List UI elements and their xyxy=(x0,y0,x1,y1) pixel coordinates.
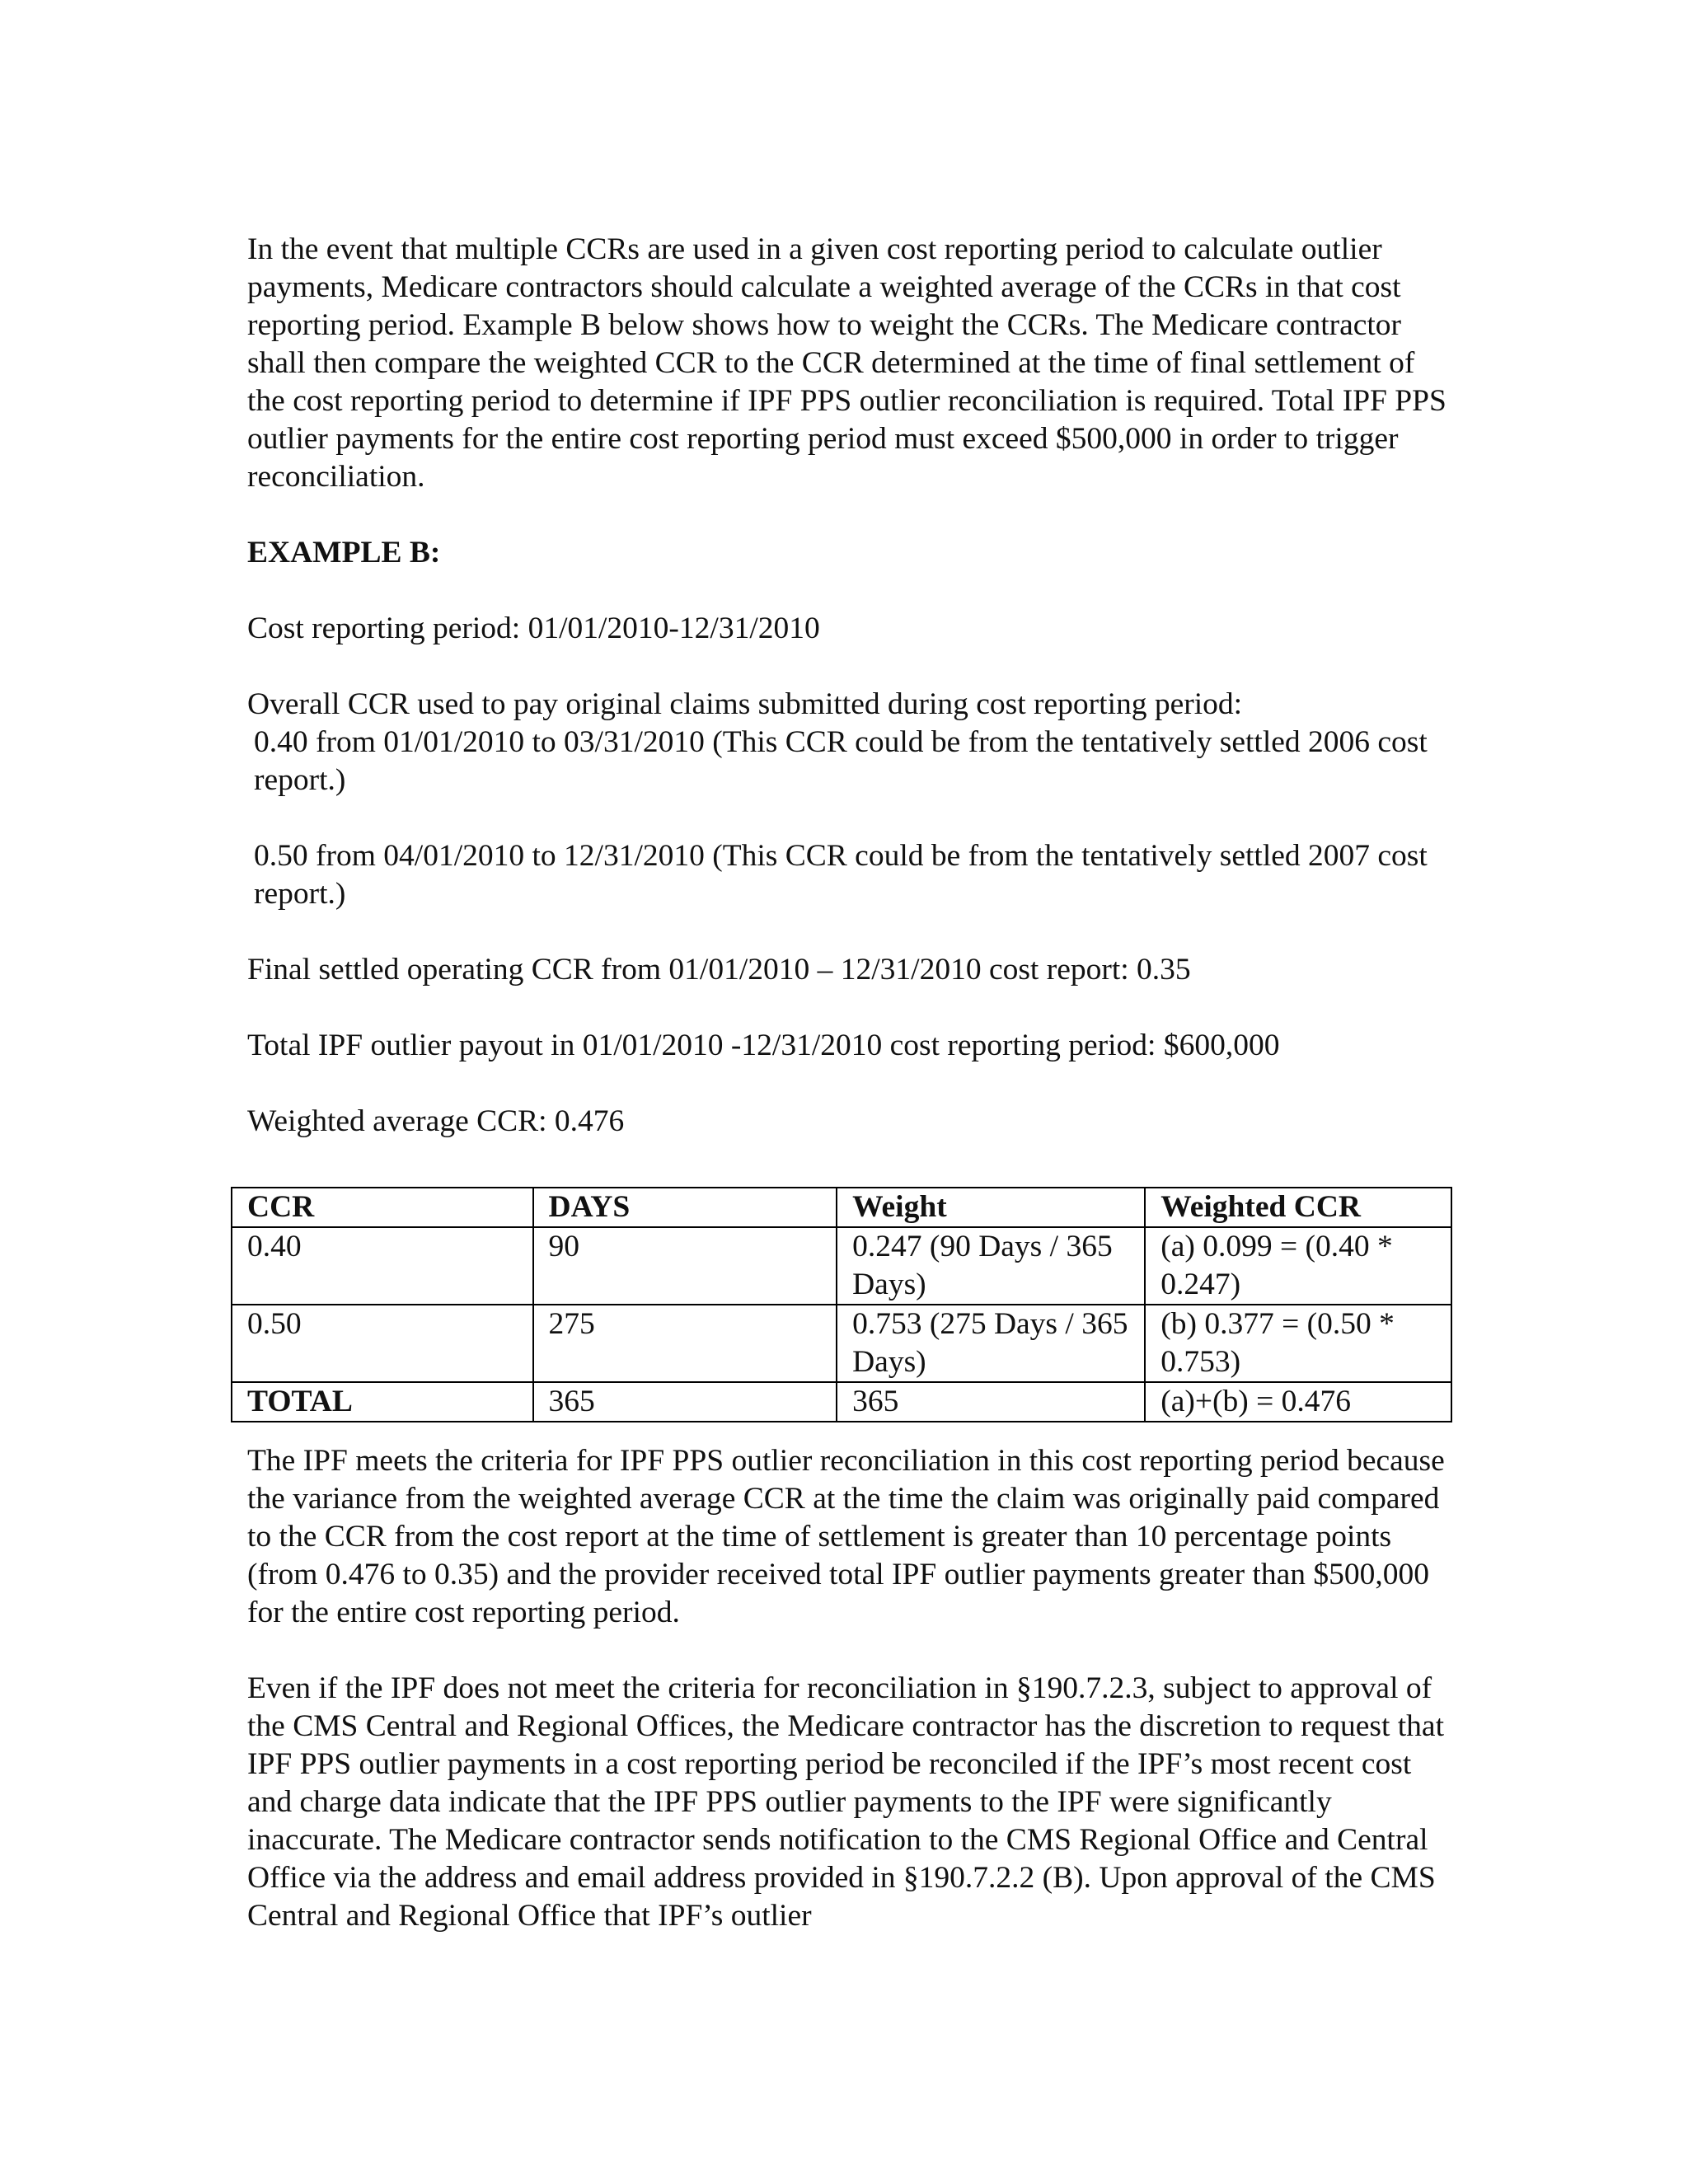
ccr-line-1: 0.40 from 01/01/2010 to 03/31/2010 (This CCR could be from the tentatively settled 2006 cost report.) xyxy=(254,725,1428,797)
cost-reporting-period: Cost reporting period: 01/01/2010-12/31/2010 xyxy=(247,612,820,645)
table-cell: 365 xyxy=(533,1382,837,1422)
header-days: DAYS xyxy=(533,1188,837,1227)
table-cell: (b) 0.377 = (0.50 * 0.753) xyxy=(1145,1305,1451,1382)
table-cell: 90 xyxy=(533,1227,837,1305)
discretion-paragraph: Even if the IPF does not meet the criteria for reconciliation in §190.7.2.3, subject to approval of the CMS Central and Regional Offices, the Medicare contractor has the discretion to request that IPF PPS outlier payments in a cost reporting period be reconciled if the IPF’s most recent cost and charge data indicate that the IPF PPS outlier payments to the IPF were significantly inaccurate. The Medicare contractor sends notification to the CMS Regional Office and Central Office via the address and email address provided in §190.7.2.2 (B). Upon approval of the CMS Central and Regional Office that IPF’s outlier xyxy=(247,1671,1444,1933)
ccr-weight-table xyxy=(231,1187,1452,1422)
table-cell: 365 xyxy=(837,1382,1145,1422)
table-cell: (a) 0.099 = (0.40 * 0.247) xyxy=(1145,1227,1451,1305)
table-total-row xyxy=(232,1382,1451,1422)
table-row xyxy=(232,1227,1451,1305)
table-header-row xyxy=(232,1188,1451,1227)
header-weight: Weight xyxy=(837,1188,1145,1227)
document-page xyxy=(247,231,1451,1933)
intro-paragraph: In the event that multiple CCRs are used in a given cost reporting period to calculate outlier payments, Medicare contractors should calculate a weighted average of the CCRs in that cost reporting period. Example B below shows how to weight the CCRs. The Medicare contractor shall then compare the weighted CCR to the CCR determined at the time of final settlement of the cost reporting period to determine if IPF PPS outlier reconciliation is required. Total IPF PPS outlier payments for the entire cost reporting period must exceed $500,000 in order to trigger reconciliation. xyxy=(247,232,1447,494)
table-cell: 0.50 xyxy=(232,1305,533,1382)
post-table-section xyxy=(247,1442,1451,1935)
total-payout: Total IPF outlier payout in 01/01/2010 -12/31/2010 cost reporting period: $600,000 xyxy=(247,1029,1280,1062)
table-cell: 0.753 (275 Days / 365 Days) xyxy=(837,1305,1145,1382)
example-heading: EXAMPLE B: xyxy=(247,536,441,569)
header-weighted-ccr: Weighted CCR xyxy=(1145,1188,1451,1227)
table-cell: 275 xyxy=(533,1305,837,1382)
final-settled-ccr: Final settled operating CCR from 01/01/2010 – 12/31/2010 cost report: 0.35 xyxy=(247,953,1191,987)
table-cell-total-label: TOTAL xyxy=(232,1382,533,1422)
table-cell: (a)+(b) = 0.476 xyxy=(1145,1382,1451,1422)
overall-ccr-intro: Overall CCR used to pay original claims submitted during cost reporting period: xyxy=(247,687,1243,721)
weighted-average: Weighted average CCR: 0.476 xyxy=(247,1104,625,1138)
criteria-paragraph: The IPF meets the criteria for IPF PPS outlier reconciliation in this cost reporting period because the variance from the weighted average CCR at the time the claim was originally paid compared to the CCR from the cost report at the time of settlement is greater than 10 percentage points (from 0.476 to 0.35) and the provider received total IPF outlier payments greater than $500,000 for the entire cost reporting period. xyxy=(247,1444,1445,1629)
table-cell: 0.247 (90 Days / 365 Days) xyxy=(837,1227,1145,1305)
header-ccr: CCR xyxy=(232,1188,533,1227)
table-row xyxy=(232,1305,1451,1382)
ccr-line-2: 0.50 from 04/01/2010 to 12/31/2010 (This CCR could be from the tentatively settled 2007 cost report.) xyxy=(254,839,1428,911)
table-cell: 0.40 xyxy=(232,1227,533,1305)
